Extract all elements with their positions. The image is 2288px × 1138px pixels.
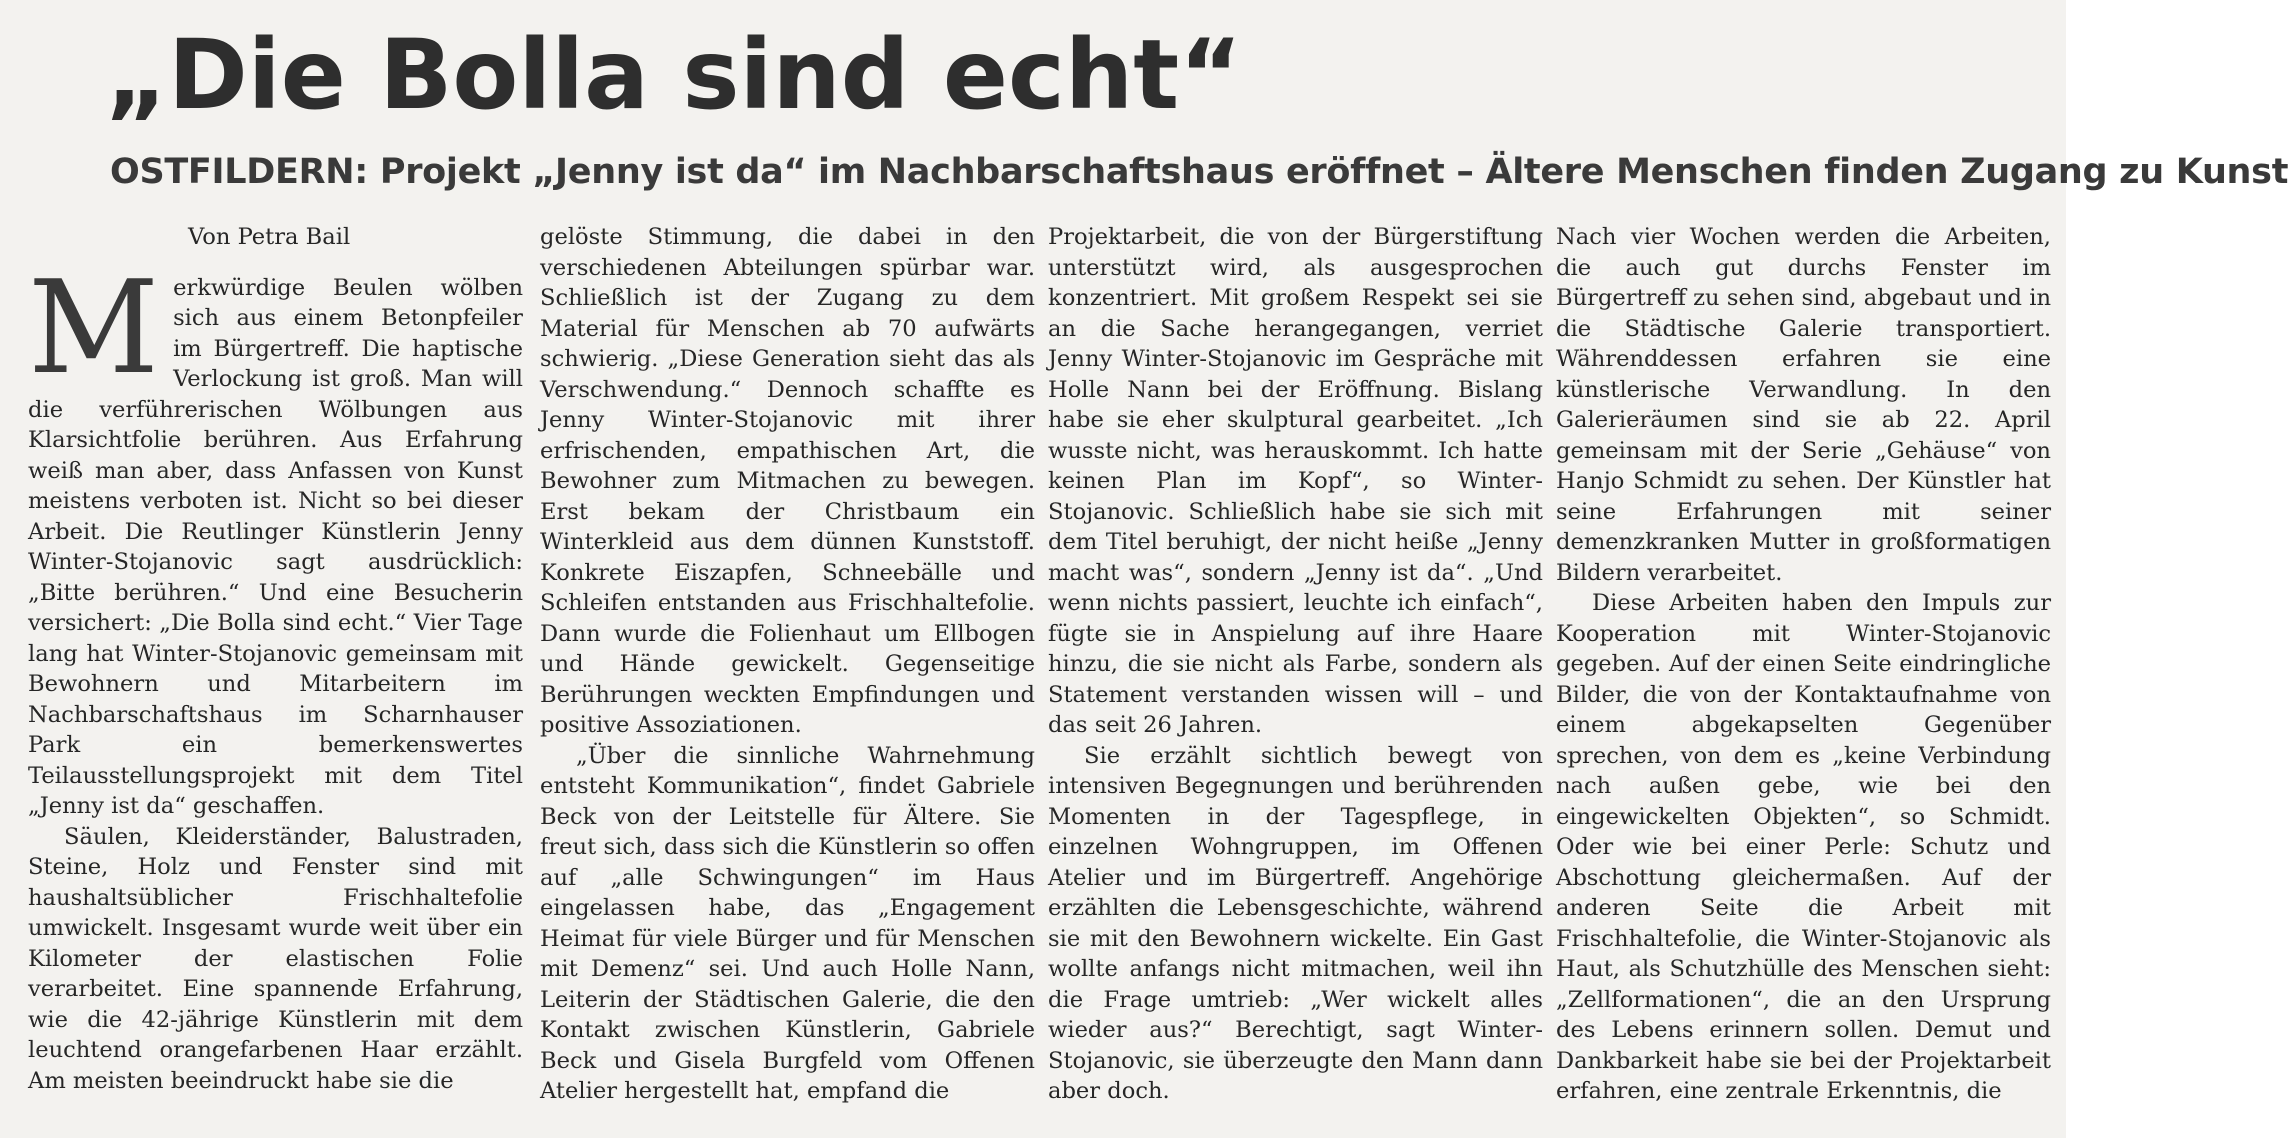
article-column-2 [540,222,1035,1107]
article-paragraph: Säulen, Kleiderständer, Balustraden, Steine, Holz und Fenster sind mit haushaltsüblicher Frischhaltefolie umwickelt. Insgesamt wurde weit über ein Kilometer der elastischen Folie verarbeitet. Eine spannende Erfahrung, wie die 42-jährige Künstlerin mit dem leuchtend orangefarbenen Haar erzählt. Am meisten beeindruckt habe sie die [28,823,523,1094]
article-paragraph: Projektarbeit, die von der Bürgerstiftung unterstützt wird, als ausgesprochen konzentriert. Mit großem Respekt sei sie an die Sache herangegangen, verriet Jenny Winter-Stojanovic im Gespräche mit Holle Nann bei der Eröffnung. Bislang habe sie eher skulptural gearbeitet. „Ich wusste nicht, was herauskommt. Ich hatte keinen Plan im Kopf“, so Winter-Stojanovic. Schließlich habe sie sich mit dem Titel beruhigt, der nicht heiße „Jenny macht was“, sondern „Jenny ist da“. „Und wenn nichts passiert, leuchte ich einfach“, fügte sie in Anspielung auf ihre Haare hinzu, die sie nicht als Farbe, sondern als Statement verstanden wissen will – und das seit 26 Jahren. [1048,224,1543,738]
article-paragraph: Nach vier Wochen werden die Arbeiten, die auch gut durchs Fenster im Bürgertreff zu sehen sind, abgebaut und in die Städtische Galerie transportiert. Währenddessen erfahren sie eine künstlerische Verwandlung. In den Galerieräumen sind sie ab 22. April gemeinsam mit der Serie „Gehäuse“ von Hanjo Schmidt zu sehen. Der Künstler hat seine Erfahrungen mit seiner demenzkranken Mutter in großformatigen Bildern verarbeitet. [1556,224,2051,586]
byline: Von Petra Bail [188,224,351,250]
article-paragraph: Diese Arbeiten haben den Impuls zur Kooperation mit Winter-Stojanovic gegeben. Auf der einen Seite eindringliche Bilder, die von der Kontaktaufnahme von einem abgekapselten Gegenüber sprechen, von dem es „keine Verbindung nach außen gebe, wie bei den eingewickelten Objekten“, so Schmidt. Oder wie bei einer Perle: Schutz und Abschottung gleichermaßen. Auf der anderen Seite die Arbeit mit Frischhaltefolie, die Winter-Stojanovic als Haut, als Schutzhülle des Menschen sieht: „Zellformationen“, die an den Ursprung des Lebens erinnern sollen. Demut und Dankbarkeit habe sie bei der Projektarbeit erfahren, eine zentrale Erkenntnis, die [1556,590,2051,1104]
subheadline-text: Projekt „Jenny ist da“ im Nachbarschaftshaus eröffnet – Ältere Menschen finden Zugang zu Kunst [367,152,2288,192]
article-paragraph [28,253,523,822]
drop-cap: M [28,253,160,403]
subheadline [110,148,2288,196]
headline: „Die Bolla sind echt“ [105,19,1243,131]
article-paragraph: „Über die sinnliche Wahrnehmung entsteht Kommunikation“, findet Gabriele Beck von der Leitstelle für Ältere. Sie freut sich, dass sich die Künstlerin so offen auf „alle Schwingungen“ im Haus eingelassen habe, das „Engagement Heimat für viele Bürger und für Menschen mit Demenz“ sei. Und auch Holle Nann, Leiterin der Städtischen Galerie, die den Kontakt zwischen Künstlerin, Gabriele Beck und Gisela Burgfeld vom Offenen Atelier hergestellt hat, empfand die [540,742,1035,1104]
paragraph-text: erkwürdige Beulen wölben sich aus einem Betonpfeiler im Bürgertreff. Die haptische Verlockung ist groß. Man will die verführerischen Wölbungen aus Klarsichtfolie berühren. Aus Erfahrung weiß man aber, dass Anfassen von Kunst meistens verboten ist. Nicht so bei dieser Arbeit. Die Reutlinger Künstlerin Jenny Winter-Stojanovic sagt ausdrücklich: „Bitte berühren.“ Und eine Besucherin versichert: „Die Bolla sind echt.“ Vier Tage lang hat Winter-Stojanovic gemeinsam mit Bewohnern und Mitarbeitern im Nachbarschaftshaus im Scharnhauser Park ein bemerkenswertes Teilausstellungsprojekt mit dem Titel „Jenny ist da“ geschaffen. [28,274,523,819]
article-paragraph: Sie erzählt sichtlich bewegt von intensiven Begegnungen und berührenden Momenten in der Tagespflege, in einzelnen Wohngruppen, im Offenen Atelier und im Bürgertreff. Angehörige erzählten die Lebensgeschichte, während sie mit den Bewohnern wickelte. Ein Gast wollte anfangs nicht mitmachen, weil ihn die Frage umtrieb: „Wer wickelt alles wieder aus?“ Berechtigt, sagt Winter-Stojanovic, sie überzeugte den Mann dann aber doch. [1048,742,1543,1104]
article-column-4 [1556,222,2051,1107]
article-column-3 [1048,222,1543,1107]
article-column-1 [28,222,523,1096]
article-paragraph: gelöste Stimmung, die dabei in den verschiedenen Abteilungen spürbar war. Schließlich ist der Zugang zu dem Material für Menschen ab 70 aufwärts schwierig. „Diese Generation sieht das als Verschwendung.“ Dennoch schaffte es Jenny Winter-Stojanovic mit ihrer erfrischenden, empathischen Art, die Bewohner zum Mitmachen zu bewegen. Erst bekam der Christbaum ein Winterkleid aus dem dünnen Kunststoff. Konkrete Eiszapfen, Schneebälle und Schleifen entstanden aus Frischhaltefolie. Dann wurde die Folienhaut um Ellbogen und Hände gewickelt. Gegenseitige Berührungen weckten Empfindungen und positive Assoziationen. [540,224,1035,738]
location-label: OSTFILDERN: [110,152,368,192]
